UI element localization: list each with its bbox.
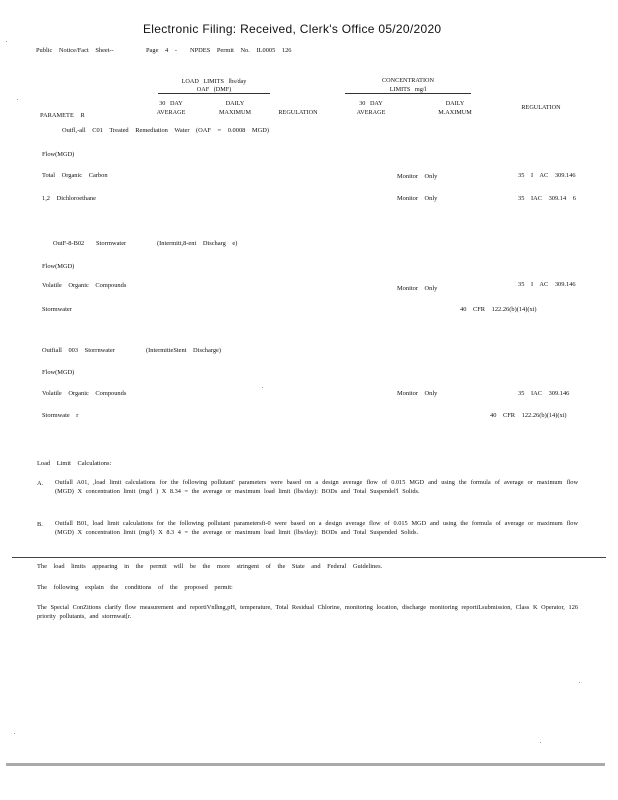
outfall-002-stormwater-regulation: 40 CFR 122.26(b)(14)(xi) [460, 306, 537, 313]
col-load-daily-b: MAXIMUM [219, 109, 251, 116]
calc-b-marker: B. [37, 521, 43, 528]
outfall-a01-row-toc: Total Organic Carbon [42, 172, 108, 179]
outfall-a01-dce-regulation: 35 IAC 309.14 6 [518, 195, 576, 202]
col-load-30day-a: 30 DAY [159, 100, 183, 107]
closing-paragraph-1: The load limits appearing in the permit will be the more stringent of the State and Federal Guidelines. [37, 563, 383, 570]
closing-paragraph-3: The Special ConZitions clarify flow measurement and reportiVnlhng,pH, temperature, Total Residual Chlorine, monitoring location, discharge monitoring reportiLsubmission, Class K Operator, 126 priority pollutants, and storrnwat[r. [37, 604, 578, 620]
col-load-30day-b: AVERAGE [156, 109, 186, 116]
calc-a-marker: A. [37, 480, 44, 487]
scan-speck [262, 387, 263, 388]
closing-paragraph-2: The following explain the conditions of the proposed permit: [37, 584, 233, 591]
scan-speck [14, 733, 15, 734]
col-load-daily-a: DAILY [225, 100, 245, 107]
outfall-003-title-left: Outfiall 003 Storrnwater [42, 347, 115, 354]
header-permit-number: NPDES Permit No. IL0005 126 [190, 47, 292, 54]
outfall-003-stormwater-regulation: 40 CFR 122.26(b)(14)(xi) [490, 412, 567, 419]
section-divider [12, 557, 606, 558]
col-conc-30day-a: 30 DAY [359, 100, 383, 107]
outfall-002-row-voc: Volatile Organic Compounds [42, 282, 127, 289]
outfall-002-title-mid: Storrnwater [96, 240, 127, 247]
outfall-003-row-flow: Flow(MGD) [42, 369, 75, 376]
load-limits-subheader: OAF (DMF) [158, 86, 270, 94]
outfall-003-row-voc: Volatile Organic Compounds [42, 390, 127, 397]
outfall-003-voc-conc: Monitor Only [397, 390, 438, 397]
outfall-a01-dce-conc: Monitor Only [397, 195, 438, 202]
scan-speck [579, 682, 580, 683]
outfall-a01-title: Outfl,-all C01 Treated Remediation Water (OAF = 0.0008 MGD) [62, 127, 269, 134]
outfall-003-voc-regulation: 35 IAC 309.146 [518, 390, 570, 397]
outfall-a01-row-flow: Flow(MGD) [42, 151, 75, 158]
outfall-002-row-flow: Flow(MGD) [42, 263, 75, 270]
outfall-a01-toc-conc: Monitor Only [397, 173, 438, 180]
col-conc-regulation: REGULATION [521, 104, 561, 111]
outfall-003-row-stormwater: Stormwate r [42, 412, 79, 419]
col-conc-30day-b: AVERAGE [356, 109, 386, 116]
outfall-002-voc-conc: Monitor Only [397, 285, 438, 292]
calc-heading: Load Limit Calculations: [37, 460, 112, 467]
col-load-regulation: REGULATION [278, 109, 318, 116]
calc-a-paragraph: Outfall A01, ,load limit calculations for the following pollutant' parameters were based on a design average flow of 0.015 MGD and using the formula of average or maximum flow (MGD) X concentration limit (mg/l ) X 8.34 = the average or maximum load limit (lbs/day): BODs and Total Suspendel'l Solids. [55, 479, 578, 495]
col-conc-daily-a: DAILY [445, 100, 465, 107]
col-parameter: PARAMETE R [40, 112, 85, 119]
outfall-003-title-right: (IntermitteStent Discharge) [146, 347, 221, 354]
header-page: Page 4 - [146, 47, 177, 54]
outfall-002-title-right: (Intermitt,8-ent Discharg e) [157, 240, 238, 247]
outfall-002-row-stormwater: Stormwater [42, 306, 72, 313]
outfall-002-title-left: OutF-8-B02 [53, 240, 85, 247]
concentration-header: CONCENTRATION [382, 77, 434, 84]
scan-speck [17, 99, 18, 100]
outfall-002-voc-regulation: 35 I AC 309.146 [518, 281, 576, 288]
scan-speck [6, 41, 7, 42]
concentration-subheader: LIMITS mg/l [345, 86, 471, 94]
calc-b-paragraph: Outfall B01, load limit calculations for the following pollutant parametersfi-0 were based on a design average flow of 0.015 MGD and using the formula of average or maximum flow (MGD) X concentration limit (mg/l) X 8.3 4 = the average or maximum load limit (lbs/day): BODs and Total Suspended Solids. [55, 520, 578, 536]
col-conc-daily-b: M.AXIMUM [438, 109, 472, 116]
filing-stamp: Electronic Filing: Received, Clerk's Office 05/20/2020 [143, 22, 442, 36]
header-fact-sheet: Public Notice/Fact Sheet-- [36, 47, 114, 54]
load-limits-header: LOAD LIMITS lbs/day [181, 78, 247, 85]
outfall-a01-row-dce: 1,2 Dichloroethane [42, 195, 96, 202]
outfall-a01-toc-regulation: 35 I AC 309.146 [518, 172, 576, 179]
page-bottom-edge [6, 763, 605, 766]
scan-speck [540, 742, 541, 743]
